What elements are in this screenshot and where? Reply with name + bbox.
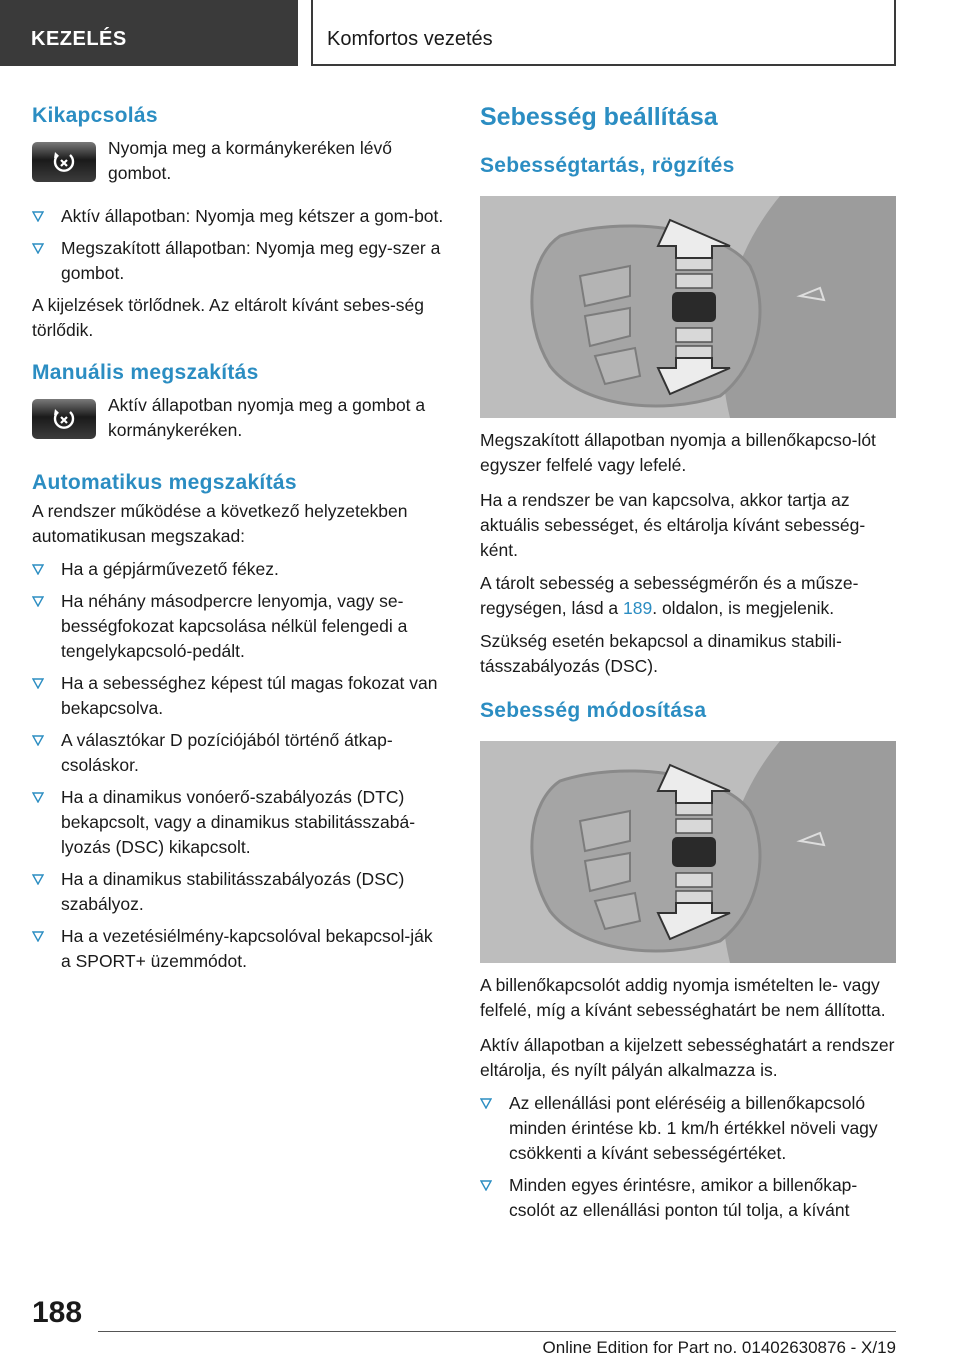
kikapcsolas-bullet-list [32, 204, 444, 286]
modositas-bullet-list [480, 1091, 896, 1223]
list-item: Ha a dinamikus vonóerő-szabályozás (DTC) bekapcsolt, vagy a dinamikus stabilitásszabá-lyozás (DSC) kikapcsolt. [32, 785, 444, 860]
rogzites-paragraph-2: Ha a rendszer be van kapcsolva, akkor tartja az aktuális sebességet, és eltárolja kívánt sebesség-ként. [480, 490, 866, 560]
list-item: Ha a vezetésiélmény-kapcsolóval bekapcsol-ják a SPORT+ üzemmódot. [32, 924, 444, 974]
kikapcsolas-icon-row [32, 136, 444, 186]
heading-rogzites: Sebességtartás, rögzítés [480, 154, 735, 177]
triangle-bullet-icon [32, 873, 44, 885]
triangle-bullet-icon [32, 242, 44, 254]
list-item: Aktív állapotban: Nyomja meg kétszer a gom-bot. [32, 204, 444, 229]
manualis-icon-row [32, 393, 444, 443]
header-section-label: KEZELÉS [31, 28, 127, 50]
rogzites-paragraph-1: Megszakított állapotban nyomja a billenőkapcso-lót egyszer felfelé vagy lefelé. [480, 430, 876, 475]
footer-edition-text: Online Edition for Part no. 01402630876 - X/19 [542, 1338, 896, 1357]
modositas-paragraph-2: Aktív állapotban a kijelzett sebességhatárt a rendszer eltárolja, és nyílt pályán alkalmazza is. [480, 1035, 895, 1080]
triangle-bullet-icon [32, 210, 44, 222]
list-item: Megszakított állapotban: Nyomja meg egy-szer a gombot. [32, 236, 444, 286]
list-item: Minden egyes érintésre, amikor a billenőkap-csolót az ellenállási ponton túl tolja, a kívánt [480, 1173, 896, 1223]
triangle-bullet-icon [32, 563, 44, 575]
heading-sebesseg-beallitasa: Sebesség beállítása [480, 103, 718, 131]
automatikus-paragraph: A rendszer működése a következő helyzetekben automatikusan megszakad: [32, 501, 408, 546]
right-column [480, 100, 896, 1230]
triangle-bullet-icon [480, 1179, 492, 1191]
page-number: 188 [32, 1296, 83, 1329]
triangle-bullet-icon [32, 677, 44, 689]
steering-wheel-rocker-switch-image [480, 196, 896, 418]
triangle-bullet-icon [32, 595, 44, 607]
triangle-bullet-icon [32, 734, 44, 746]
heading-modositas: Sebesség módosítása [480, 699, 707, 722]
steering-wheel-rocker-switch-image [480, 741, 896, 963]
kikapcsolas-icon-text: Nyomja meg a kormánykeréken lévő gombot. [108, 138, 393, 183]
header-section-tab [0, 0, 298, 66]
triangle-bullet-icon [32, 930, 44, 942]
list-item: Ha a gépjárművezető fékez. [32, 557, 444, 582]
list-item: Ha a dinamikus stabilitásszabályozás (DSC) szabályoz. [32, 867, 444, 917]
rogzites-paragraph-3: A tárolt sebesség a sebességmérőn és a műsze-regységen, lásd a 189. oldalon, is megjelenik. [480, 573, 859, 618]
list-item: Ha néhány másodpercre lenyomja, vagy se-bességfokozat kapcsolása nélkül felengedi a tengelykapcsoló-pedált. [32, 589, 444, 664]
cruise-cancel-button-icon [32, 142, 96, 182]
list-item: Ha a sebességhez képest túl magas fokozat van bekapcsolva. [32, 671, 444, 721]
cruise-cancel-button-icon [32, 399, 96, 439]
list-item: Az ellenállási pont eléréséig a billenőkapcsoló minden érintése kb. 1 km/h értékkel növeli vagy csökkenti a kívánt sebességértéket. [480, 1091, 896, 1166]
heading-automatikus: Automatikus megszakítás [32, 471, 297, 494]
heading-manualis: Manuális megszakítás [32, 361, 259, 384]
kikapcsolas-paragraph: A kijelzések törlődnek. Az eltárolt kívánt sebes-ség törlődik. [32, 295, 425, 340]
list-item: A választókar D pozíciójából történő átkap-csoláskor. [32, 728, 444, 778]
triangle-bullet-icon [32, 791, 44, 803]
page-reference-link[interactable]: 189 [623, 598, 653, 618]
header-chapter-tab [311, 0, 896, 66]
left-column [32, 100, 444, 981]
footer-divider [98, 1331, 896, 1332]
manualis-icon-text: Aktív állapotban nyomja meg a gombot a kormánykeréken. [108, 395, 426, 440]
rogzites-paragraph-4: Szükség esetén bekapcsol a dinamikus stabili-tásszabályozás (DSC). [480, 631, 842, 676]
header-chapter-label: Komfortos vezetés [327, 28, 493, 50]
heading-kikapcsolas: Kikapcsolás [32, 104, 158, 127]
modositas-paragraph-1: A billenőkapcsolót addig nyomja ismételten le- vagy felfelé, míg a kívánt sebességhatárt be nem állította. [480, 975, 886, 1020]
automatikus-bullet-list [32, 557, 444, 974]
triangle-bullet-icon [480, 1097, 492, 1109]
